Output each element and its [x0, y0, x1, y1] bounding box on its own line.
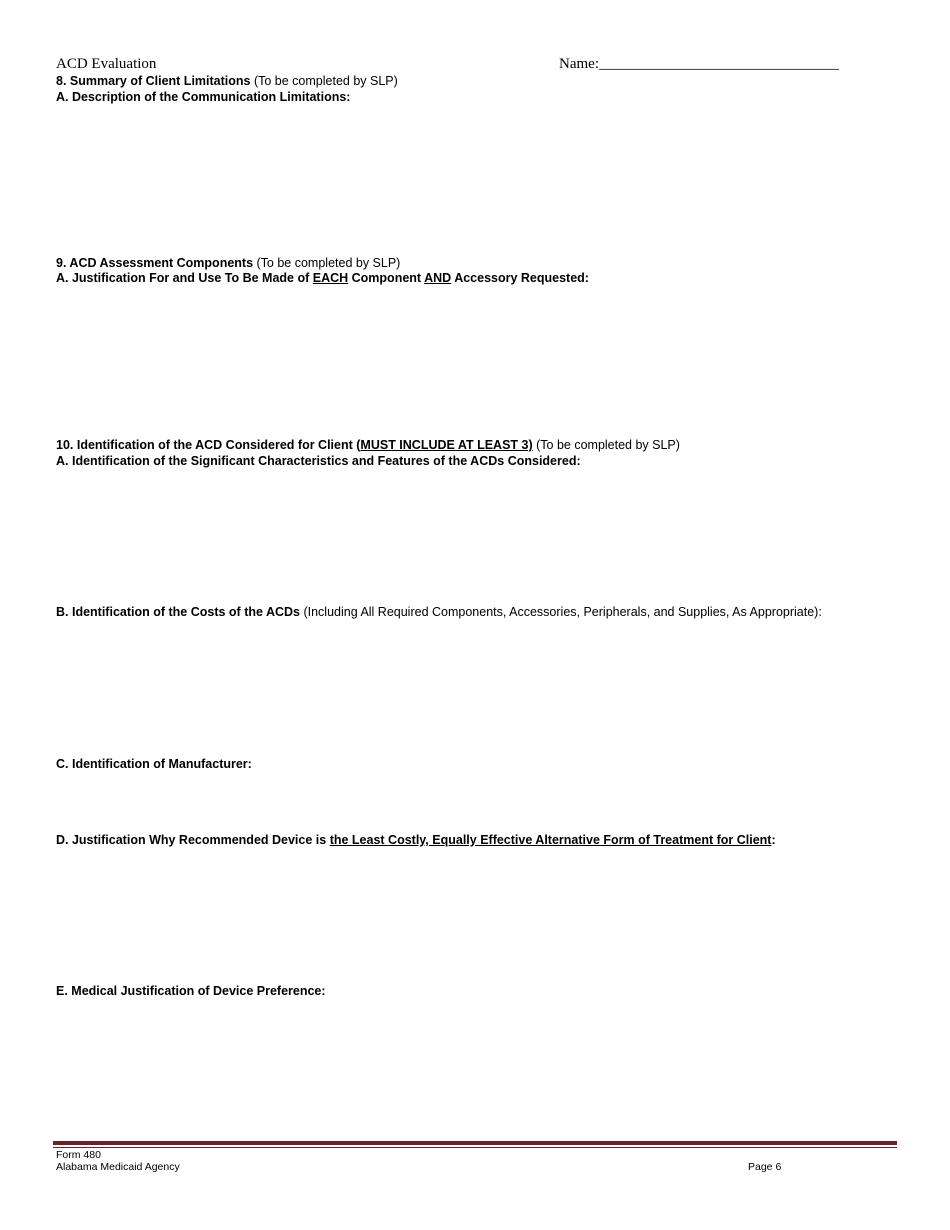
name-label: Name: — [559, 56, 599, 72]
section-8-heading: 8. Summary of Client Limitations (To be completed by SLP) — [56, 74, 398, 88]
section-8a-label: A. Description of the Communication Limitations: — [56, 90, 351, 104]
section-10b-response-area[interactable] — [56, 623, 896, 748]
section-10b-label: B. Identification of the Costs of the ACDs (Including All Required Components, Accessories, Peripherals, and Supplies, As Appropriate): — [56, 605, 822, 619]
section-9a-response-area[interactable] — [56, 289, 896, 434]
section-10e-response-area[interactable] — [56, 1002, 896, 1132]
name-field[interactable] — [559, 56, 839, 73]
section-10c-response-area[interactable] — [56, 775, 896, 825]
form-title: ACD Evaluation — [56, 56, 157, 72]
section-10a-label: A. Identification of the Significant Characteristics and Features of the ACDs Considered: — [56, 454, 581, 468]
footer-agency: Alabama Medicaid Agency — [56, 1161, 180, 1173]
section-10e-label: E. Medical Justification of Device Preference: — [56, 984, 326, 998]
name-blank-line: ________________________________ — [598, 56, 839, 72]
section-10-heading: 10. Identification of the ACD Considered for Client (MUST INCLUDE AT LEAST 3) (To be completed by SLP) — [56, 438, 680, 452]
footer-rule-thick — [53, 1141, 897, 1145]
footer-rule-thin — [53, 1147, 897, 1148]
footer-form-number: Form 480 — [56, 1149, 101, 1161]
section-10d-label: D. Justification Why Recommended Device is the Least Costly, Equally Effective Alternative Form of Treatment for Client: — [56, 833, 776, 847]
footer-page-number: Page 6 — [748, 1161, 782, 1173]
section-8a-response-area[interactable] — [56, 107, 896, 252]
section-10a-response-area[interactable] — [56, 472, 896, 597]
section-9a-label: A. Justification For and Use To Be Made of EACH Component AND Accessory Requested: — [56, 271, 589, 285]
section-9-heading: 9. ACD Assessment Components (To be completed by SLP) — [56, 256, 401, 270]
section-10c-label: C. Identification of Manufacturer: — [56, 757, 252, 771]
section-10d-response-area[interactable] — [56, 851, 896, 976]
